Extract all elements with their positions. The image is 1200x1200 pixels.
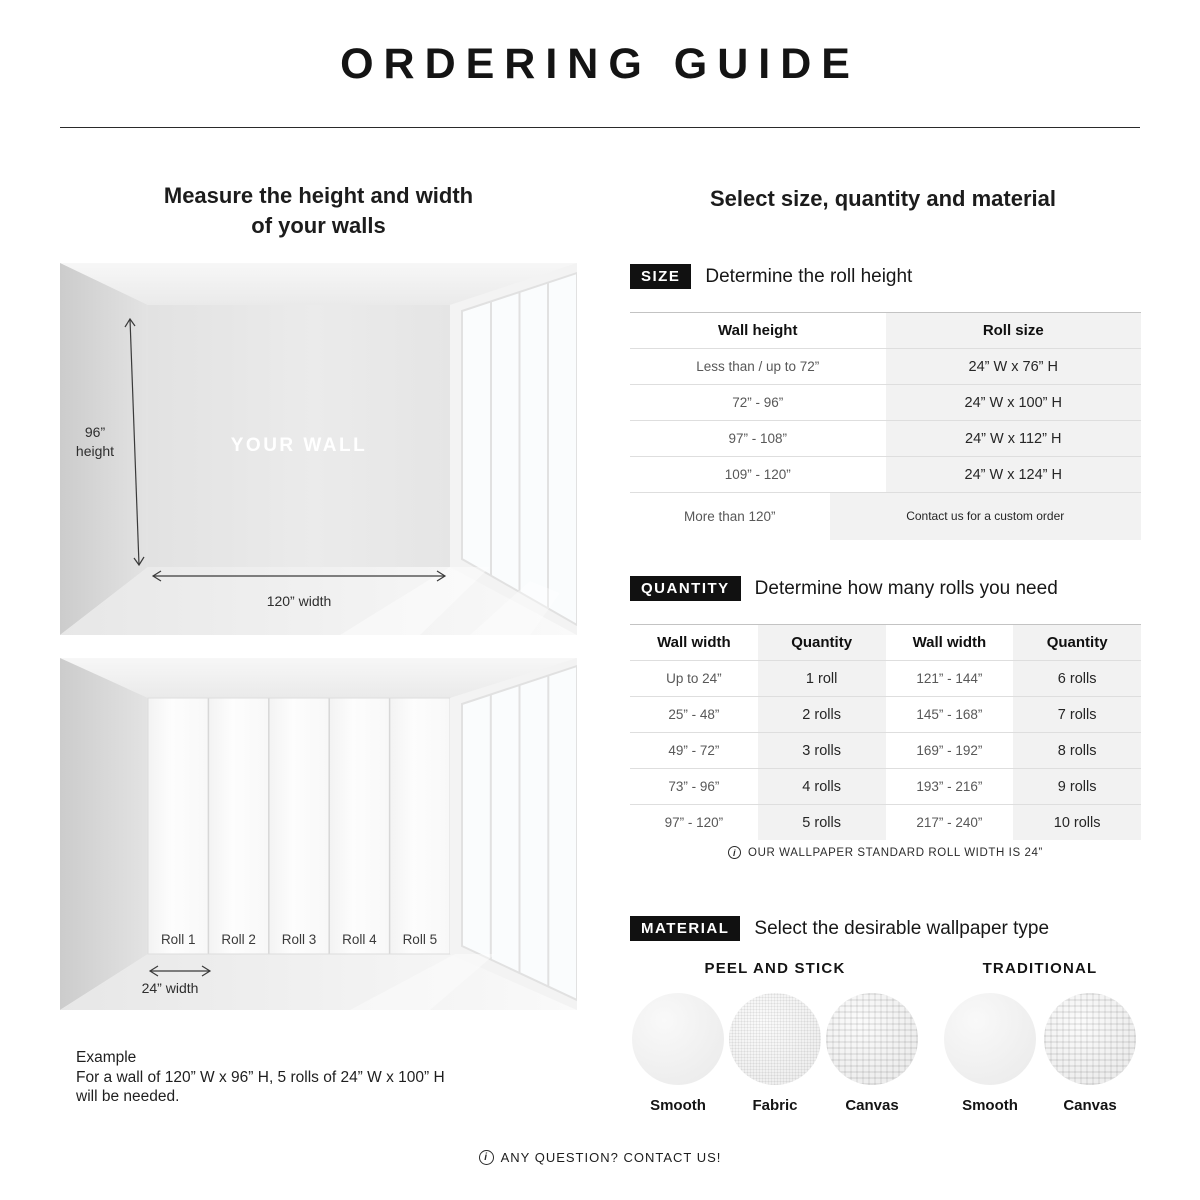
measure-heading-line2: of your walls	[251, 213, 386, 238]
roll-label-5: Roll 5	[402, 932, 438, 947]
quantity-section-head	[630, 576, 1058, 601]
size-subtitle: Determine the roll height	[705, 265, 913, 287]
size-wall-height: 72” - 96”	[732, 395, 784, 410]
example-block	[76, 1048, 445, 1107]
qty-rolls: 4 rolls	[758, 769, 886, 804]
canvas-texture-swatch	[1044, 993, 1136, 1085]
quantity-subtitle: Determine how many rolls you need	[754, 577, 1058, 599]
page-title: ORDERING GUIDE	[340, 40, 860, 88]
qty-wall-width: 217” - 240”	[916, 815, 983, 830]
material-group-title: PEEL AND STICK	[704, 960, 846, 977]
qty-wall-width: 145” - 168”	[916, 707, 983, 722]
room-rolls-drawing	[60, 658, 577, 1010]
size-wall-height: More than 120”	[683, 509, 776, 524]
size-col-roll-size: Roll size	[886, 313, 1142, 348]
wall-width-label: 120” width	[266, 593, 332, 609]
smooth-texture-swatch	[632, 993, 724, 1085]
material-option-label: Smooth	[962, 1097, 1018, 1114]
size-roll-size: 24” W x 124” H	[886, 457, 1142, 492]
material-subtitle: Select the desirable wallpaper type	[754, 917, 1050, 939]
your-wall-label: YOUR WALL	[230, 435, 368, 456]
quantity-row	[630, 732, 1141, 768]
quantity-row	[630, 660, 1141, 696]
qty-rolls: 9 rolls	[1013, 769, 1141, 804]
info-icon: i	[479, 1150, 494, 1165]
material-swatches	[632, 993, 918, 1114]
qty-rolls: 3 rolls	[758, 733, 886, 768]
fabric-texture-swatch	[729, 993, 821, 1085]
quantity-row	[630, 696, 1141, 732]
qty-rolls: 6 rolls	[1013, 661, 1141, 696]
size-badge: SIZE	[630, 264, 691, 289]
size-row	[630, 492, 1141, 540]
material-option-canvas	[826, 993, 918, 1114]
material-option-fabric	[729, 993, 821, 1114]
material-option-smooth	[944, 993, 1036, 1114]
roll-label-2: Roll 2	[221, 932, 256, 947]
qty-rolls: 8 rolls	[1013, 733, 1141, 768]
room-illustration-rolls	[60, 658, 577, 1010]
qty-col-wall-width: Wall width	[657, 634, 731, 651]
size-table	[630, 312, 1141, 540]
title-divider	[60, 127, 1140, 128]
size-roll-size: 24” W x 76” H	[886, 349, 1142, 384]
roll-labels-row	[148, 932, 450, 947]
select-heading: Select size, quantity and material	[709, 186, 1056, 211]
qty-col-quantity: Quantity	[758, 625, 886, 660]
qty-rolls: 10 rolls	[1013, 805, 1141, 840]
canvas-texture-swatch	[826, 993, 918, 1085]
wall-height-label: 96” height	[75, 424, 115, 459]
material-option-canvas	[1044, 993, 1136, 1114]
qty-rolls: 1 roll	[758, 661, 886, 696]
roll-width-note-text: OUR WALLPAPER STANDARD ROLL WIDTH IS 24”	[748, 846, 1043, 859]
size-table-header	[630, 312, 1141, 348]
footer-contact-text: ANY QUESTION? CONTACT US!	[500, 1150, 722, 1165]
material-group-title: TRADITIONAL	[982, 960, 1098, 977]
roll-label-1: Roll 1	[160, 932, 196, 947]
qty-wall-width: 49” - 72”	[668, 743, 720, 758]
measure-heading	[60, 181, 577, 241]
example-line2: will be needed.	[76, 1088, 180, 1105]
size-wall-height: Less than / up to 72”	[696, 359, 820, 374]
material-badge: MATERIAL	[630, 916, 740, 941]
quantity-row	[630, 768, 1141, 804]
qty-wall-width: 73” - 96”	[668, 779, 720, 794]
smooth-texture-swatch	[944, 993, 1036, 1085]
material-group-traditional	[944, 960, 1136, 1114]
example-title: Example	[76, 1049, 137, 1066]
quantity-table	[630, 624, 1141, 840]
quantity-badge: QUANTITY	[630, 576, 741, 601]
material-option-label: Fabric	[752, 1097, 798, 1114]
qty-wall-width: 193” - 216”	[916, 779, 983, 794]
size-row	[630, 456, 1141, 492]
qty-col-wall-width: Wall width	[912, 634, 987, 651]
material-option-label: Smooth	[650, 1097, 706, 1114]
size-row	[630, 348, 1141, 384]
quantity-table-header	[630, 624, 1141, 660]
qty-rolls: 2 rolls	[758, 697, 886, 732]
qty-rolls: 7 rolls	[1013, 697, 1141, 732]
size-roll-size: Contact us for a custom order	[830, 493, 1142, 540]
size-section-head	[630, 264, 912, 289]
material-option-smooth	[632, 993, 724, 1114]
info-icon: i	[728, 846, 741, 859]
qty-rolls: 5 rolls	[758, 805, 886, 840]
roll-label-3: Roll 3	[281, 932, 317, 947]
footer-contact-note	[0, 1150, 1200, 1165]
size-roll-size: 24” W x 112” H	[886, 421, 1142, 456]
qty-wall-width: 121” - 144”	[916, 671, 983, 686]
material-section-head	[630, 916, 1049, 941]
measure-heading-line1: Measure the height and width	[163, 183, 474, 208]
qty-wall-width: Up to 24”	[666, 671, 722, 686]
size-row	[630, 384, 1141, 420]
qty-col-quantity: Quantity	[1013, 625, 1141, 660]
size-roll-size: 24” W x 100” H	[886, 385, 1142, 420]
roll-width-note	[630, 846, 1141, 859]
qty-wall-width: 97” - 120”	[664, 815, 724, 830]
material-option-label: Canvas	[1063, 1097, 1117, 1114]
size-wall-height: 109” - 120”	[724, 467, 791, 482]
quantity-row	[630, 804, 1141, 840]
roll-width-label: 24” width	[141, 980, 199, 996]
qty-wall-width: 169” - 192”	[916, 743, 983, 758]
material-swatches	[944, 993, 1136, 1114]
qty-wall-width: 25” - 48”	[668, 707, 720, 722]
size-row	[630, 420, 1141, 456]
example-line1: For a wall of 120” W x 96” H, 5 rolls of 24” W x 100” H	[76, 1068, 445, 1086]
roll-label-4: Roll 4	[342, 932, 377, 947]
material-option-label: Canvas	[845, 1097, 899, 1114]
size-col-wall-height: Wall height	[718, 322, 798, 339]
room-illustration-your-wall	[60, 263, 577, 635]
material-group-peel-and-stick	[632, 960, 918, 1114]
size-wall-height: 97” - 108”	[728, 431, 788, 446]
